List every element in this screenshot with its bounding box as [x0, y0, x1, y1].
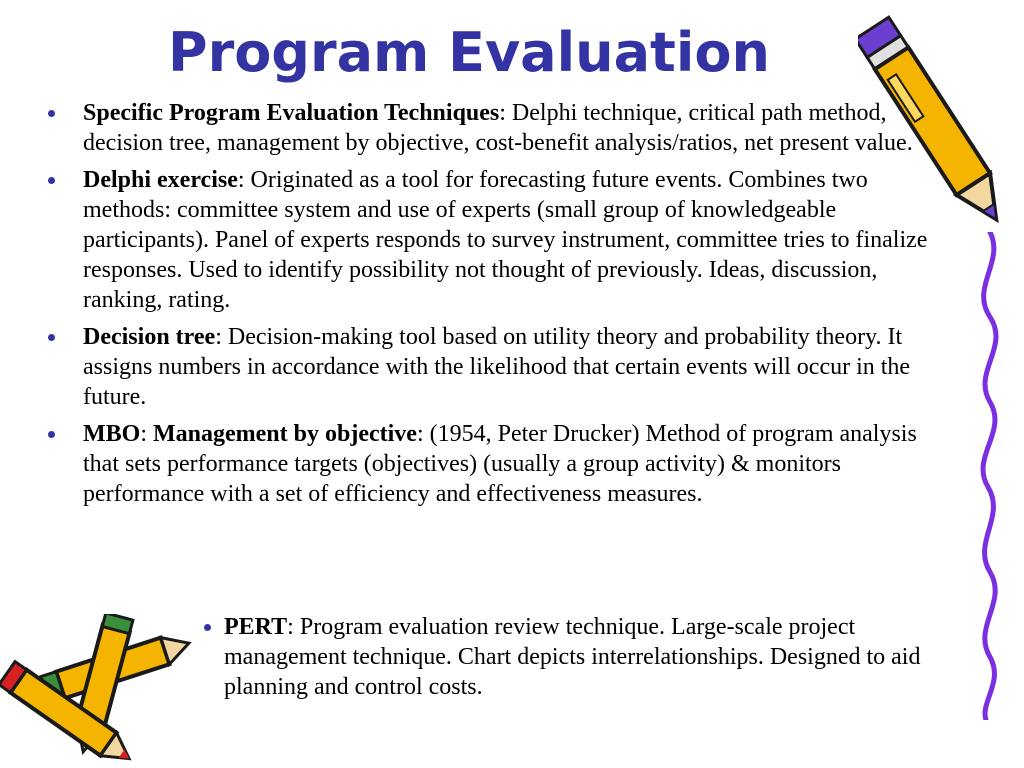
- bullet-term: Decision tree: [83, 324, 216, 350]
- bullet-dot-icon: [48, 431, 55, 438]
- bullet-text: : (1954, Peter Drucker) Method of program analysis that sets performance targets (objectives) (usually a group activity) & monitors performance with a set of efficiency and effectiveness measures.: [83, 421, 917, 507]
- bullet-term: MBO: [83, 421, 141, 447]
- slide-title: Program Evaluation: [168, 21, 770, 84]
- bullet-item-delphi: [44, 165, 949, 315]
- bullet-term: PERT: [224, 614, 288, 640]
- bullet-text: : Program evaluation review technique. Large-scale project management technique. Chart depicts interrelationships. Designed to aid planning and control costs.: [224, 614, 921, 700]
- bullet-item-mbo: [44, 419, 949, 509]
- bullet-text: : Delphi technique, critical path method, decision tree, management by objective, cost-benefit analysis/ratios, net present value.: [83, 100, 913, 156]
- bullet-term: Delphi exercise: [83, 167, 238, 193]
- bullet-dot-icon: [48, 110, 55, 117]
- bullet-item-pert: [199, 612, 924, 702]
- bullet-item-techniques: [44, 98, 949, 158]
- bullet-dot-icon: [48, 177, 55, 184]
- bullet-term-secondary: Management by objective: [153, 421, 417, 447]
- bullet-separator: :: [140, 421, 153, 447]
- bullet-item-decision-tree: [44, 322, 949, 412]
- crayon-bundle-icon: [0, 614, 205, 764]
- squiggle-line-icon: [960, 232, 1020, 720]
- bullet-term: Specific Program Evaluation Techniques: [83, 100, 500, 126]
- pencil-icon: [858, 2, 1008, 242]
- bullet-dot-icon: [48, 334, 55, 341]
- bullet-text: : Originated as a tool for forecasting future events. Combines two methods: committee system and use of experts (small group of knowledgeable participants). Panel of experts responds to survey instrument, committee tries to finalize responses. Used to identify possibility not thought of previously. Ideas, discussion, ranking, rating.: [83, 167, 928, 313]
- bullet-list: [44, 98, 949, 516]
- bullet-dot-icon: [204, 624, 211, 631]
- bullet-text: : Decision-making tool based on utility theory and probability theory. It assigns numbers in accordance with the likelihood that certain events will occur in the future.: [83, 324, 911, 410]
